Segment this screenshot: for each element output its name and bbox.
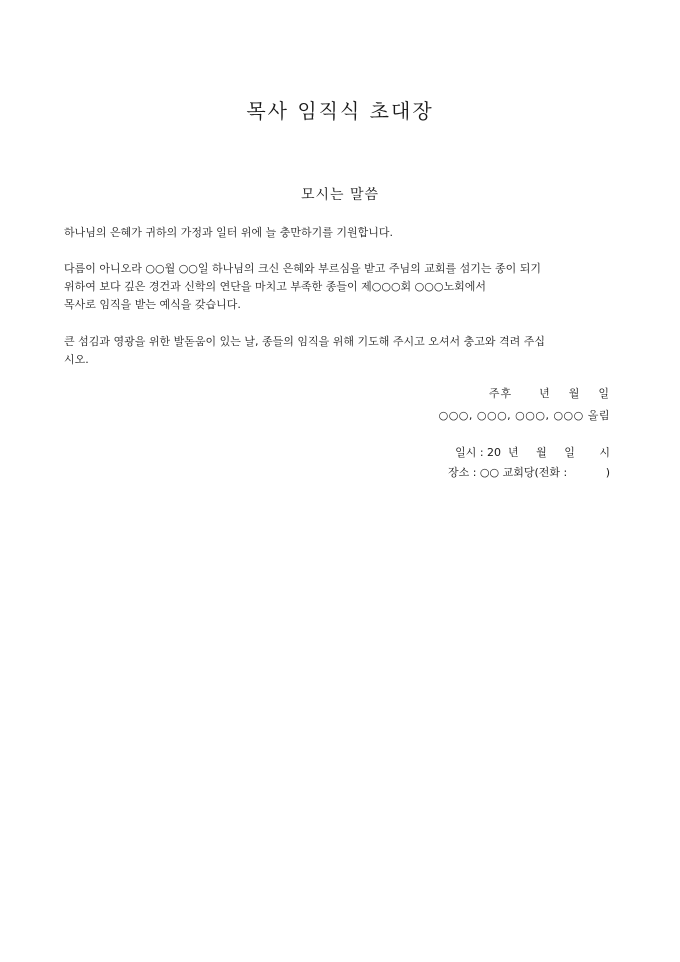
greeting-paragraph bbox=[64, 224, 616, 242]
document-title: 목사 임직식 초대장 bbox=[246, 99, 434, 123]
document-subtitle: 모시는 말씀 bbox=[300, 187, 380, 203]
paragraph-line: 하나님의 은혜가 귀하의 가정과 일터 위에 늘 충만하기를 기원합니다. bbox=[64, 226, 393, 239]
announcement-paragraph bbox=[64, 260, 616, 314]
sender-line: ○○○, ○○○, ○○○, ○○○ 올림 bbox=[438, 409, 610, 422]
schedule-line: 일시 : 20 년 월 일 시 bbox=[455, 446, 610, 459]
paragraph-line: 시오. bbox=[64, 353, 89, 366]
paragraph-line: 다름이 아니오라 ○○월 ○○일 하나님의 크신 은혜와 부르심을 받고 주님의 교회를 섬기는 종이 되기 bbox=[64, 262, 542, 275]
paragraph-line: 목사로 임직을 받는 예식을 갖습니다. bbox=[64, 298, 241, 311]
place-line: 장소 : ○○ 교회당(전화 : ) bbox=[447, 466, 610, 479]
paragraph-line: 위하여 보다 깊은 경건과 신학의 연단을 마치고 부족한 종들이 제○○○회 ○○○노회에서 bbox=[64, 280, 486, 293]
date-line: 주후 년 월 일 bbox=[488, 387, 610, 400]
request-paragraph bbox=[64, 333, 616, 369]
paragraph-line: 큰 섬김과 영광을 위한 발돋움이 있는 날, 종들의 임직을 위해 기도해 주시고 오셔서 충고와 격려 주십 bbox=[64, 335, 545, 348]
